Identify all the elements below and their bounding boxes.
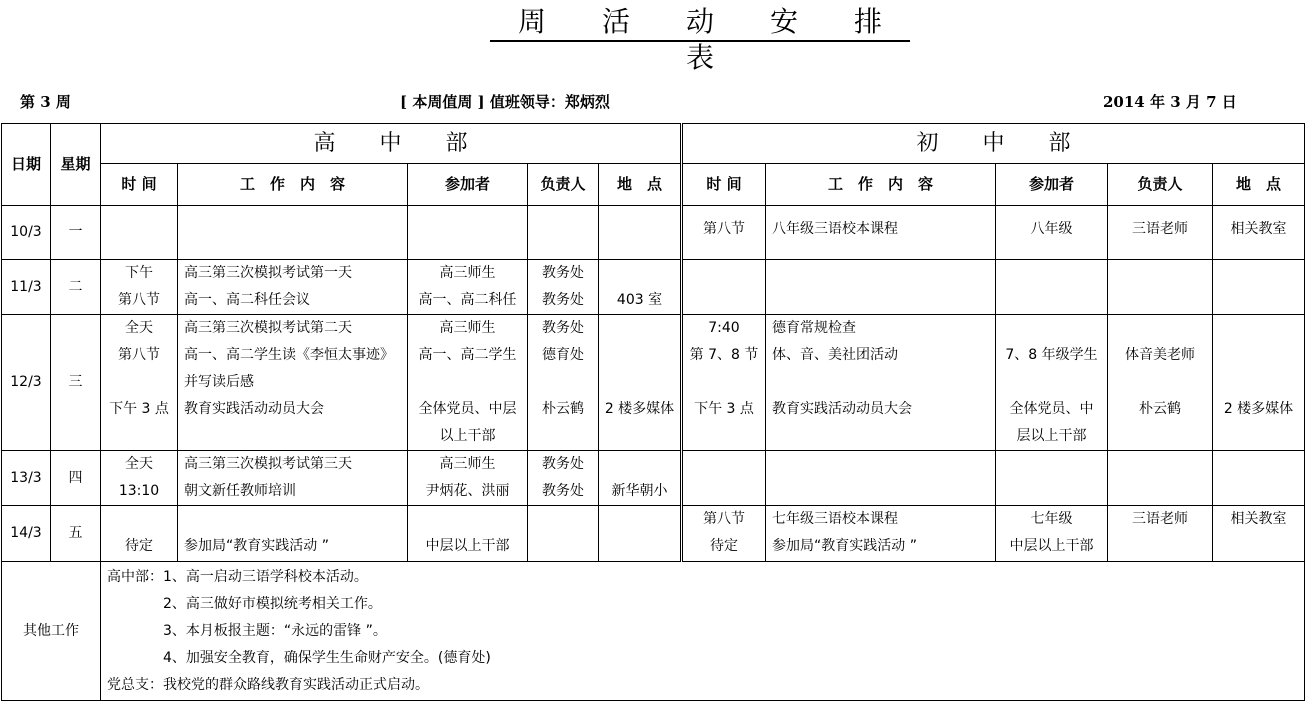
senior-participants-cell	[408, 506, 528, 562]
junior-location-cell-line	[1213, 369, 1304, 396]
senior-participants-cell-line: 高一、高二学生	[418, 347, 517, 363]
senior-time-cell-line	[101, 506, 177, 533]
senior-content-cell-line: 高三第三次模拟考试第三天	[184, 456, 352, 472]
junior-time-cell-line: 7:40	[708, 320, 740, 336]
senior-participants-cell-line: 高一、高二科任	[418, 292, 517, 308]
weekday-cell: 三	[51, 315, 101, 451]
date-cell: 14/3	[2, 506, 51, 562]
junior-participants-cell	[996, 260, 1108, 315]
senior-time-cell-line: 全天	[125, 456, 153, 472]
table-row	[2, 206, 1305, 260]
title-char: 表	[685, 41, 714, 74]
senior-responsible-cell	[528, 260, 599, 315]
table-row	[2, 451, 1305, 506]
junior-responsible-cell-line: 朴云鹤	[1139, 401, 1181, 417]
junior-responsible-cell-line	[1108, 315, 1212, 342]
senior-location-cell-line: 2 楼多媒体	[604, 401, 675, 417]
senior-location-cell-line	[599, 369, 680, 396]
week-label: 第 3 周	[20, 93, 71, 111]
senior-col-time: 时 间	[101, 164, 178, 206]
other-work-line: 党总支：我校党的群众路线教育实践活动正式启动。	[107, 677, 429, 693]
other-work-label: 其他工作	[2, 562, 101, 701]
col-weekday: 星期	[51, 124, 101, 206]
senior-location-cell	[599, 315, 682, 451]
senior-participants-cell-line: 全体党员、中层	[418, 401, 517, 417]
senior-time-cell-line: 下午	[125, 265, 153, 281]
date-cell: 12/3	[2, 315, 51, 451]
junior-content-cell	[766, 260, 996, 315]
junior-responsible-cell	[1108, 260, 1213, 315]
junior-time-cell-line: 待定	[710, 538, 738, 554]
senior-location-cell-line	[599, 260, 680, 287]
senior-content-cell-line: 高一、高二学生读《李恒太事迹》	[184, 347, 394, 363]
senior-location-cell-line: 新华朝小	[611, 483, 668, 499]
junior-time-cell-line: 下午 3 点	[694, 401, 754, 417]
senior-time-cell	[101, 260, 178, 315]
other-work-line: 3、本月板报主题：“永远的雷锋 ”。	[107, 623, 387, 639]
senior-participants-cell-line: 高三师生	[439, 265, 496, 281]
other-work-line: 2、高三做好市模拟统考相关工作。	[107, 596, 382, 612]
junior-location-cell-line: 2 楼多媒体	[1223, 401, 1294, 417]
junior-participants-cell-line: 中层以上干部	[1009, 538, 1094, 554]
junior-section-header: 初 中 部	[682, 124, 1305, 164]
junior-responsible-cell	[1108, 315, 1213, 451]
weekday-cell: 四	[51, 451, 101, 506]
senior-participants-cell-line: 高三师生	[439, 456, 496, 472]
table-row	[2, 315, 1305, 451]
title-char: 动	[685, 5, 714, 38]
senior-location-cell-line: 403 室	[616, 292, 663, 308]
page-title	[490, 4, 910, 74]
senior-participants-cell-line: 以上干部	[439, 428, 496, 444]
senior-participants-cell-line	[408, 369, 527, 396]
senior-responsible-cell-line: 教务处	[542, 320, 584, 336]
table-row	[2, 260, 1305, 315]
senior-content-cell	[178, 206, 408, 260]
senior-responsible-cell-line: 朴云鹤	[542, 401, 584, 417]
senior-participants-cell-line	[408, 506, 527, 533]
senior-content-cell-line: 并写读后感	[184, 374, 254, 390]
senior-responsible-cell-line: 教务处	[542, 265, 584, 281]
junior-location-cell-line: 相关教室	[1230, 511, 1287, 527]
junior-participants-cell-line: 7、8 年级学生	[1005, 347, 1098, 363]
date-cell: 11/3	[2, 260, 51, 315]
junior-col-time: 时 间	[682, 164, 766, 206]
junior-location-cell-line	[1213, 342, 1304, 369]
senior-responsible-cell	[528, 506, 599, 562]
senior-content-cell	[178, 506, 408, 562]
title-char: 安	[769, 5, 798, 38]
senior-location-cell	[599, 506, 682, 562]
junior-participants-cell-line	[996, 315, 1107, 342]
junior-content-cell-line: 七年级三语校本课程	[772, 511, 898, 527]
title-char: 周	[517, 5, 546, 38]
junior-location-cell	[1213, 451, 1305, 506]
junior-col-responsible: 负责人	[1108, 164, 1213, 206]
senior-content-cell	[178, 451, 408, 506]
junior-responsible-cell	[1108, 506, 1213, 562]
table-row	[2, 506, 1305, 562]
senior-content-cell-line: 教育实践活动动员大会	[184, 401, 324, 417]
senior-content-cell-line: 高一、高二科任会议	[184, 292, 310, 308]
senior-responsible-cell-line: 德育处	[542, 347, 584, 363]
junior-responsible-cell	[1108, 206, 1213, 260]
junior-content-cell	[766, 315, 996, 451]
senior-participants-cell-line: 高三师生	[439, 320, 496, 336]
junior-location-cell	[1213, 260, 1305, 315]
senior-col-content: 工 作 内 容	[178, 164, 408, 206]
other-work-content	[101, 562, 1305, 701]
senior-section-header: 高 中 部	[101, 124, 682, 164]
senior-col-responsible: 负责人	[528, 164, 599, 206]
junior-participants-cell	[996, 206, 1108, 260]
duty-leader: [ 本周值周 ] 值班领导：郑炳烈	[400, 93, 610, 111]
senior-content-cell-line: 朝文新任教师培训	[184, 483, 296, 499]
junior-time-cell-line	[683, 369, 765, 396]
senior-location-cell-line	[599, 342, 680, 369]
senior-col-participants: 参加者	[408, 164, 528, 206]
senior-location-cell-line	[599, 315, 680, 342]
junior-content-cell-line: 教育实践活动动员大会	[772, 401, 912, 417]
junior-time-cell	[682, 451, 766, 506]
junior-location-cell-line	[1213, 315, 1304, 342]
junior-participants-cell-line: 全体党员、中	[1009, 401, 1094, 417]
weekday-cell: 五	[51, 506, 101, 562]
junior-content-cell	[766, 206, 996, 260]
junior-participants-cell-line: 七年级	[1030, 511, 1073, 527]
senior-responsible-cell-line: 教务处	[542, 292, 584, 308]
junior-content-cell-line: 德育常规检查	[772, 320, 856, 336]
senior-time-cell-line: 第八节	[118, 347, 160, 363]
report-date: 2014 年 3 月 7 日	[1103, 93, 1237, 111]
senior-time-cell	[101, 206, 178, 260]
senior-participants-cell	[408, 260, 528, 315]
weekday-cell: 二	[51, 260, 101, 315]
junior-time-cell-line: 第 7、8 节	[689, 347, 759, 363]
senior-participants-cell-line: 尹炳花、洪丽	[425, 483, 510, 499]
weekday-cell: 一	[51, 206, 101, 260]
col-date: 日期	[2, 124, 51, 206]
junior-content-cell	[766, 451, 996, 506]
senior-content-cell-line: 高三第三次模拟考试第二天	[184, 320, 352, 336]
junior-participants-cell	[996, 451, 1108, 506]
senior-participants-cell	[408, 315, 528, 451]
junior-participants-cell	[996, 315, 1108, 451]
other-work-row	[2, 562, 1305, 701]
junior-responsible-cell	[1108, 451, 1213, 506]
senior-participants-cell	[408, 451, 528, 506]
senior-time-cell-line	[101, 369, 177, 396]
senior-location-cell	[599, 451, 682, 506]
junior-content-cell-line: 八年级三语校本课程	[772, 221, 898, 237]
title-char: 排	[853, 5, 882, 38]
junior-location-cell	[1213, 206, 1305, 260]
senior-location-cell	[599, 206, 682, 260]
junior-responsible-cell-line: 体音美老师	[1125, 347, 1195, 363]
junior-content-cell	[766, 506, 996, 562]
junior-responsible-cell-line: 三语老师	[1132, 511, 1188, 527]
other-work-line: 4、加强安全教育，确保学生生命财产安全。(德育处)	[107, 650, 491, 666]
senior-time-cell	[101, 506, 178, 562]
senior-participants-cell	[408, 206, 528, 260]
date-cell: 10/3	[2, 206, 51, 260]
junior-participants-cell-line: 层以上干部	[1016, 428, 1087, 444]
junior-time-cell-line: 第八节	[703, 221, 745, 237]
senior-time-cell-line: 待定	[125, 538, 153, 554]
junior-location-cell	[1213, 506, 1305, 562]
senior-time-cell-line: 下午 3 点	[109, 401, 169, 417]
junior-time-cell	[682, 260, 766, 315]
senior-content-cell-line: 高三第三次模拟考试第一天	[184, 265, 352, 281]
junior-responsible-cell-line	[1108, 369, 1212, 396]
senior-responsible-cell	[528, 451, 599, 506]
junior-time-cell	[682, 506, 766, 562]
senior-time-cell	[101, 451, 178, 506]
junior-content-cell-line: 体、音、美社团活动	[772, 347, 898, 363]
senior-location-cell	[599, 260, 682, 315]
senior-responsible-cell	[528, 315, 599, 451]
date-cell: 13/3	[2, 451, 51, 506]
senior-location-cell-line	[599, 451, 680, 478]
junior-content-cell-line	[766, 369, 995, 396]
junior-col-content: 工 作 内 容	[766, 164, 996, 206]
junior-col-participants: 参加者	[996, 164, 1108, 206]
senior-time-cell	[101, 315, 178, 451]
title-char: 活	[601, 5, 630, 38]
junior-participants-cell	[996, 506, 1108, 562]
junior-participants-cell-line: 八年级	[1030, 221, 1073, 237]
senior-time-cell-line: 13:10	[118, 483, 160, 499]
other-work-line: 高中部：1、高一启动三语学科校本活动。	[107, 569, 368, 585]
junior-responsible-cell-line: 三语老师	[1132, 221, 1188, 237]
senior-col-location: 地 点	[599, 164, 682, 206]
junior-content-cell-line: 参加局“教育实践活动 ”	[772, 538, 917, 554]
senior-participants-cell-line: 中层以上干部	[425, 538, 510, 554]
senior-time-cell-line: 第八节	[118, 292, 160, 308]
senior-responsible-cell-line	[528, 369, 598, 396]
senior-responsible-cell-line: 教务处	[542, 456, 584, 472]
senior-time-cell-line: 全天	[125, 320, 153, 336]
junior-location-cell-line: 相关教室	[1230, 221, 1287, 237]
junior-participants-cell-line	[996, 369, 1107, 396]
senior-content-cell	[178, 315, 408, 451]
junior-col-location: 地 点	[1213, 164, 1305, 206]
junior-time-cell	[682, 315, 766, 451]
junior-time-cell-line: 第八节	[703, 511, 745, 527]
senior-content-cell-line	[178, 506, 407, 533]
schedule-table	[1, 123, 1305, 701]
junior-location-cell	[1213, 315, 1305, 451]
junior-time-cell	[682, 206, 766, 260]
senior-responsible-cell-line: 教务处	[542, 483, 584, 499]
senior-content-cell	[178, 260, 408, 315]
senior-content-cell-line: 参加局“教育实践活动 ”	[184, 538, 329, 554]
senior-responsible-cell	[528, 206, 599, 260]
